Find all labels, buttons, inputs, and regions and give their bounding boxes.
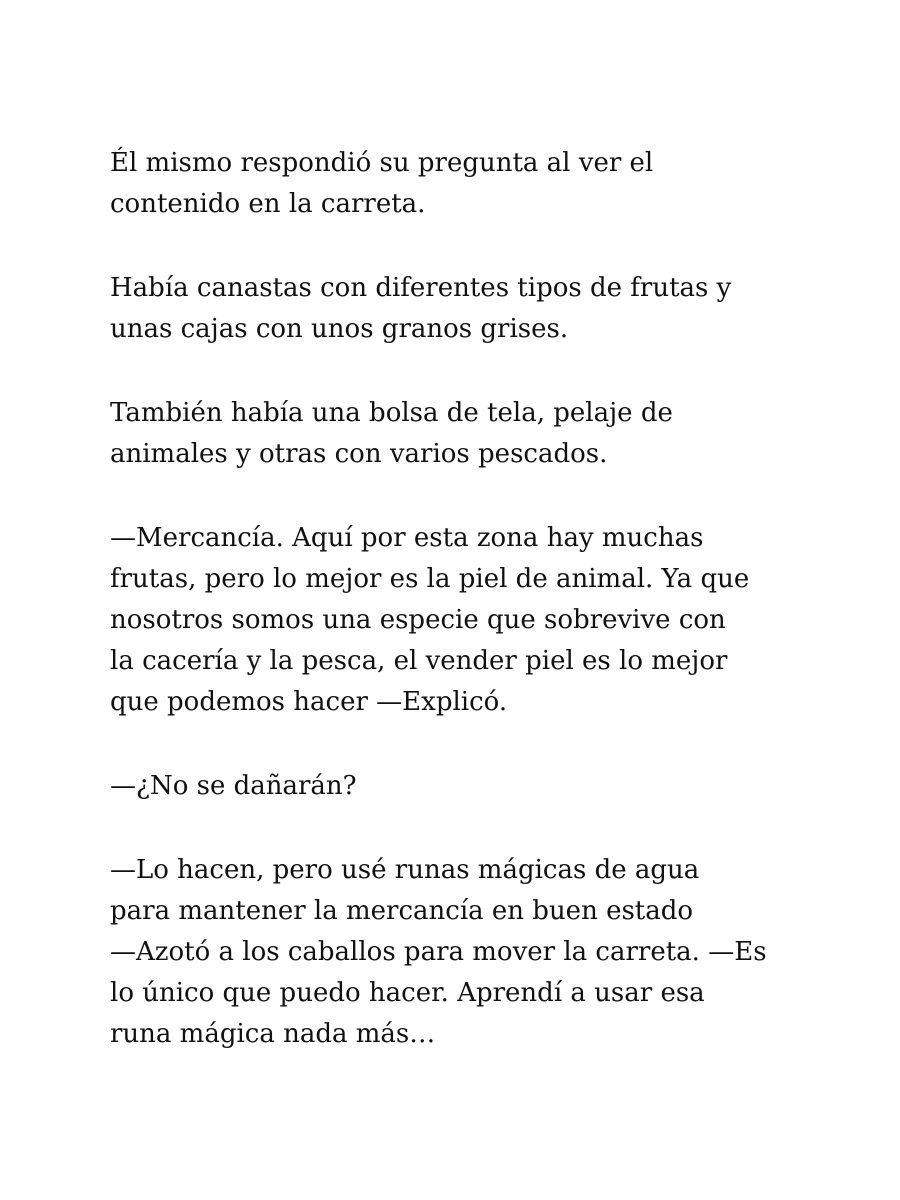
- text-line: —¿No se dañarán?: [110, 771, 357, 801]
- paragraph-4: [110, 518, 810, 723]
- text-line: que podemos hacer —Explicó.: [110, 687, 508, 717]
- text-line: frutas, pero lo mejor es la piel de animal. Ya que: [110, 564, 750, 594]
- text-line: —Lo hacen, pero usé runas mágicas de agua: [110, 855, 700, 885]
- text-line: unas cajas con unos granos grises.: [110, 314, 569, 344]
- text-line: animales y otras con varios pescados.: [110, 439, 608, 469]
- text-line: nosotros somos una especie que sobrevive con: [110, 605, 726, 635]
- paragraph-2: [110, 268, 810, 350]
- paragraph-5: [110, 766, 810, 807]
- paragraph-6: [110, 850, 810, 1055]
- page-content: [110, 143, 810, 1098]
- text-line: Había canastas con diferentes tipos de frutas y: [110, 273, 732, 303]
- text-line: lo único que puedo hacer. Aprendí a usar esa: [110, 978, 705, 1008]
- text-line: Él mismo respondió su pregunta al ver el: [110, 148, 654, 178]
- text-line: la cacería y la pesca, el vender piel es lo mejor: [110, 646, 728, 676]
- text-line: También había una bolsa de tela, pelaje de: [110, 398, 673, 428]
- text-line: contenido en la carreta.: [110, 189, 426, 219]
- text-line: para mantener la mercancía en buen estado: [110, 896, 694, 926]
- text-line: —Mercancía. Aquí por esta zona hay muchas: [110, 523, 704, 553]
- paragraph-1: [110, 143, 810, 225]
- text-line: —Azotó a los caballos para mover la carreta. —Es: [110, 937, 767, 967]
- paragraph-3: [110, 393, 810, 475]
- text-line: runa mágica nada más…: [110, 1019, 436, 1049]
